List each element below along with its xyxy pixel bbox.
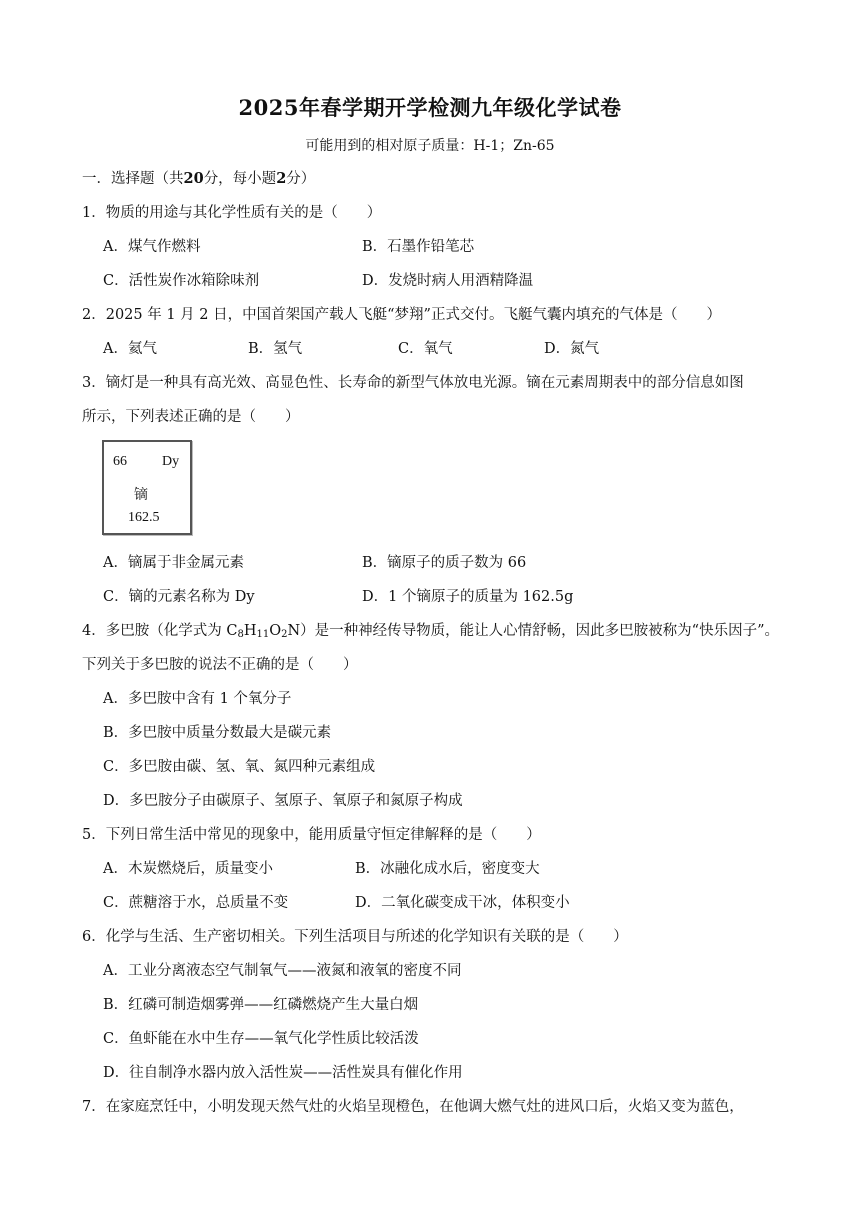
question-6-stem: 6．化学与生活、生产密切相关。下列生活项目与所述的化学知识有关联的是（ ） xyxy=(82,929,628,945)
question-5-option-c: C．蔗糖溶于水，总质量不变 xyxy=(103,895,289,911)
question-4-option-d: D．多巴胺分子由碳原子、氢原子、氧原子和氮原子构成 xyxy=(103,793,463,809)
question-6-option-a: A．工业分离液态空气制氧气——液氮和液氧的密度不同 xyxy=(103,963,462,979)
element-name: 镝 xyxy=(134,488,148,503)
question-3-option-b: B．镝原子的质子数为 66 xyxy=(362,555,527,571)
element-atomic-number: 66 xyxy=(113,454,127,469)
question-3-option-c: C．镝的元素名称为 Dy xyxy=(103,589,255,605)
question-3-option-d: D．1 个镝原子的质量为 162.5g xyxy=(362,589,574,605)
question-6-option-d: D．往自制净水器内放入活性炭——活性炭具有催化作用 xyxy=(103,1065,463,1081)
atomic-mass-note: 可能用到的相对原子质量：H-1；Zn-65 xyxy=(305,138,555,154)
element-card-dysprosium xyxy=(102,440,192,535)
each-score: 2 xyxy=(276,170,287,187)
question-3-stem-line2: 所示，下列表述正确的是（ ） xyxy=(82,409,300,425)
question-1-stem: 1．物质的用途与其化学性质有关的是（ ） xyxy=(82,205,382,221)
question-6-option-b: B．红磷可制造烟雾弹——红磷燃烧产生大量白烟 xyxy=(103,997,419,1013)
element-atomic-mass: 162.5 xyxy=(128,510,160,525)
element-symbol: Dy xyxy=(162,454,180,469)
question-1-option-b: B．石墨作铅笔芯 xyxy=(362,239,475,255)
question-2-stem: 2．2025 年 1 月 2 日，中国首架国产载人飞艇“梦翔”正式交付。飞艇气囊内填充的气体是（ ） xyxy=(82,307,721,323)
total-score: 20 xyxy=(183,170,204,187)
question-2-option-a: A．氦气 xyxy=(103,341,157,357)
question-7-stem: 7．在家庭烹饪中，小明发现天然气灶的火焰呈现橙色，在他调大燃气灶的进风口后，火焰又变为蓝色， xyxy=(82,1099,744,1115)
question-1-option-d: D．发烧时病人用酒精降温 xyxy=(362,273,534,289)
question-5-option-b: B．冰融化成水后，密度变大 xyxy=(355,861,540,877)
question-5-option-d: D．二氧化碳变成干冰，体积变小 xyxy=(355,895,570,911)
page-title: 2025年春学期开学检测九年级化学试卷 xyxy=(238,95,622,120)
question-2-option-d: D．氮气 xyxy=(544,341,600,357)
section-heading: 一．选择题（共20分，每小题2分） xyxy=(82,170,316,187)
question-5-stem: 5．下列日常生活中常见的现象中，能用质量守恒定律解释的是（ ） xyxy=(82,827,541,843)
question-2-option-c: C．氧气 xyxy=(398,341,453,357)
question-3-option-a: A．镝属于非金属元素 xyxy=(103,555,244,571)
question-1-option-a: A．煤气作燃料 xyxy=(103,239,201,255)
question-6-option-c: C．鱼虾能在水中生存——氧气化学性质比较活泼 xyxy=(103,1031,419,1047)
question-4-option-b: B．多巴胺中质量分数最大是碳元素 xyxy=(103,725,332,741)
question-1-option-c: C．活性炭作冰箱除味剂 xyxy=(103,273,260,289)
question-4-stem-line2: 下列关于多巴胺的说法不正确的是（ ） xyxy=(82,657,358,673)
question-2-option-b: B．氢气 xyxy=(248,341,303,357)
question-4-stem-line1: 4．多巴胺（化学式为 $C_8H_{11}O_2N$）是一种神经传导物质，能让人心情舒畅，因此多巴胺被称为“快乐因子”。 xyxy=(82,623,779,640)
question-4-option-c: C．多巴胺由碳、氢、氧、氮四种元素组成 xyxy=(103,759,376,775)
question-3-stem-line1: 3．镝灯是一种具有高光效、高显色性、长寿命的新型气体放电光源。镝在元素周期表中的部分信息如图 xyxy=(82,375,744,391)
question-5-option-a: A．木炭燃烧后，质量变小 xyxy=(103,861,273,877)
question-4-option-a: A．多巴胺中含有 1 个氧分子 xyxy=(103,691,292,707)
